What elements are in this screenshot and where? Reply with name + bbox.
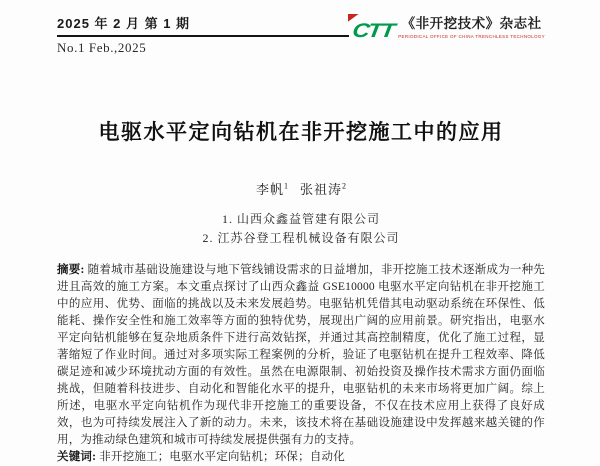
authors-line — [57, 179, 545, 198]
issue-date-cn: 2025 年 2 月 第 1 期 — [57, 16, 191, 31]
logo-mark — [349, 17, 395, 42]
issue-date-en: No.1 Feb.,2025 — [57, 40, 147, 55]
keywords-line — [57, 449, 545, 466]
abstract-label: 摘要: — [57, 264, 85, 276]
page-header — [57, 10, 545, 56]
author-name: 张祖涛 — [300, 182, 343, 197]
author-superscript: 2 — [342, 181, 347, 191]
abstract-text: 随着城市基础设施建设与地下管线铺设需求的日益增加，非开挖施工技术逐渐成为一种先进且高效的施工方案。本文重点探讨了山西众鑫益 GSE10000 电驱水平定向钻机在非开挖施工中的应用、优势、面临的挑战以及未来发展趋势。电驱钻机凭借其电动驱动系统在环保性、低能耗、操作安全性和施工效率等方面的独特优势，展现出广阔的应用前景。研究指出，电驱水平定向钻机能够在复杂地质条件下进行高效钻探，并通过其高控制精度，优化了施工过程，显著缩短了作业时间。通过对多项实际工程案例的分析，验证了电驱钻机在提升工程效率、降低碳足迹和减少环境扰动方面的有效性。虽然在电源限制、初始投资及操作技术需求方面仍面临挑战，但随着科技进步、自动化和智能化水平的提升，电驱钻机的未来市场将更加广阔。综上所述，电驱水平定向钻机作为现代非开挖施工的重要设备，不仅在技术应用上获得了良好成效，也为可持续发展注入了新的动力。未来，该技术将在基础设施建设中发挥越来越关键的作用，为推动绿色建筑和城市可持续发展提供强有力的支持。 — [57, 264, 546, 446]
keywords-label: 关键词: — [57, 451, 97, 463]
header-divider — [57, 35, 349, 37]
journal-subtitle: PERIODICAL OFFICE OF CHINA TRENCHLESS TECHNOLOGY — [398, 33, 545, 39]
journal-logo — [349, 10, 545, 41]
affiliations-block — [57, 210, 545, 248]
logo-ctt-text: CTT — [350, 19, 395, 42]
abstract-paragraph — [57, 262, 545, 449]
affiliation-line: 1. 山西众鑫益管建有限公司 — [221, 212, 380, 226]
author-superscript: 1 — [284, 181, 288, 191]
journal-name-block — [398, 17, 545, 39]
issue-block — [57, 10, 349, 56]
keywords-text: 非开挖施工；电驱水平定向钻机；环保；自动化 — [99, 451, 345, 463]
author-name: 李帆 — [255, 182, 284, 197]
article-title: 电驱水平定向钻机在非开挖施工中的应用 — [98, 120, 504, 144]
journal-name: 《非开挖技术》杂志社 — [401, 16, 542, 31]
affiliation-line: 2. 江苏谷登工程机械设备有限公司 — [202, 231, 400, 245]
